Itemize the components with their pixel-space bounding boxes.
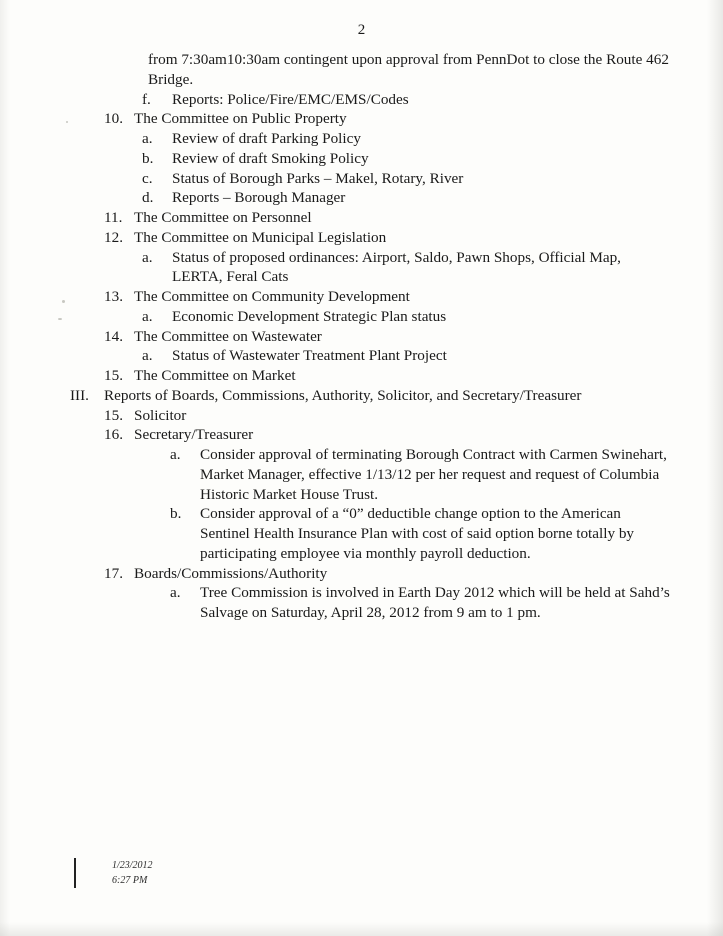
outline-item <box>70 346 670 366</box>
outline-item-marker: c. <box>142 169 153 187</box>
outline-item-label: Status of Wastewater Treatment Plant Project <box>172 347 447 365</box>
outline-item-marker: 12. <box>104 228 123 246</box>
outline-item-label: Consider approval of a “0” deductible change option to the American Sentinel Health Insurance Plan with cost of said option borne totally by participating employee via monthly payroll deduction. <box>200 505 635 562</box>
outline-item-marker: b. <box>170 505 182 523</box>
outline-item <box>70 188 670 208</box>
outline-item <box>70 445 670 504</box>
outline-item <box>70 406 670 426</box>
outline-item-label: Solicitor <box>134 406 187 424</box>
outline-item-marker: a. <box>142 307 153 325</box>
outline-list <box>70 90 670 623</box>
outline-item <box>70 208 670 228</box>
outline-item-label: Economic Development Strategic Plan status <box>172 307 447 325</box>
outline-item <box>70 129 670 149</box>
outline-item-label: Reports of Boards, Commissions, Authority, Solicitor, and Secretary/Treasurer <box>104 386 582 404</box>
outline-item <box>70 169 670 189</box>
outline-item-label: Status of proposed ordinances: Airport, Saldo, Pawn Shops, Official Map, LERTA, Feral Cats <box>172 248 621 286</box>
scan-speck <box>58 318 62 320</box>
page-number: 2 <box>357 22 366 38</box>
scan-speck <box>66 121 68 123</box>
outline-item-label: The Committee on Community Development <box>134 288 410 305</box>
outline-item-marker: 15. <box>104 367 123 384</box>
outline-item <box>70 366 670 386</box>
outline-item-label: Boards/Commissions/Authority <box>134 564 328 582</box>
footer-timestamp <box>112 859 153 888</box>
outline-item-label: Review of draft Parking Policy <box>172 130 361 147</box>
outline-item <box>70 583 670 623</box>
outline-item-label: The Committee on Wastewater <box>134 327 322 345</box>
footer-rule <box>74 858 76 888</box>
scan-speck <box>62 300 65 303</box>
outline-item-label: Consider approval of terminating Borough Contract with Carmen Swinehart, Market Manager, effective 1/13/12 per her request and request of Columbia Historic Market House Trust. <box>200 446 667 503</box>
outline-item <box>70 149 670 169</box>
outline-item-label: The Committee on Market <box>134 367 296 384</box>
outline-item <box>70 327 670 347</box>
outline-item-label: Reports – Borough Manager <box>172 189 346 207</box>
outline-item-marker: 15. <box>104 406 123 424</box>
footer-time: 6:27 PM <box>112 874 148 886</box>
outline-item <box>70 228 670 248</box>
outline-item-marker: a. <box>142 130 153 147</box>
outline-item-marker: b. <box>142 149 154 167</box>
outline-item-label: The Committee on Public Property <box>134 110 347 128</box>
outline-item-label: The Committee on Personnel <box>134 209 312 226</box>
outline-item-marker: d. <box>142 189 154 207</box>
outline-item-label: The Committee on Municipal Legislation <box>134 228 387 246</box>
outline-item-marker: f. <box>142 90 151 108</box>
outline-item-marker: 14. <box>104 327 123 345</box>
outline-item <box>70 307 670 327</box>
document-body <box>70 50 670 623</box>
outline-item <box>70 504 670 563</box>
outline-item-marker: 10. <box>104 110 123 128</box>
outline-item-label: Review of draft Smoking Policy <box>172 149 369 167</box>
outline-item <box>70 248 670 288</box>
outline-item-marker: 16. <box>104 426 123 444</box>
outline-item-label: Secretary/Treasurer <box>134 426 254 444</box>
outline-item <box>70 425 670 445</box>
outline-item-marker: a. <box>142 347 153 365</box>
outline-item-marker: 13. <box>104 288 123 305</box>
outline-item <box>70 564 670 584</box>
outline-item <box>70 109 670 129</box>
outline-item <box>70 287 670 307</box>
footer-date: 1/23/2012 <box>112 860 153 871</box>
outline-item-label: Reports: Police/Fire/EMC/EMS/Codes <box>172 90 409 108</box>
scan-shadow-bottom <box>0 922 723 936</box>
continued-paragraph: from 7:30am10:30am contingent upon approval from PennDot to close the Route 462 Bridge. <box>148 51 669 88</box>
scan-shadow-left <box>0 0 10 936</box>
outline-item-label: Tree Commission is involved in Earth Day 2012 which will be held at Sahd’s Salvage on Saturday, April 28, 2012 from 9 am to 1 pm. <box>200 584 670 621</box>
scan-shadow-right <box>707 0 723 936</box>
outline-item <box>70 386 670 406</box>
outline-item-label: Status of Borough Parks – Makel, Rotary, River <box>172 169 464 187</box>
outline-item-marker: 11. <box>104 209 123 226</box>
outline-item-marker: a. <box>170 446 181 463</box>
outline-item-marker: 17. <box>104 564 123 582</box>
outline-item-marker: III. <box>70 386 89 404</box>
outline-item-marker: a. <box>170 584 181 602</box>
outline-item <box>70 90 670 110</box>
outline-item-marker: a. <box>142 248 153 266</box>
